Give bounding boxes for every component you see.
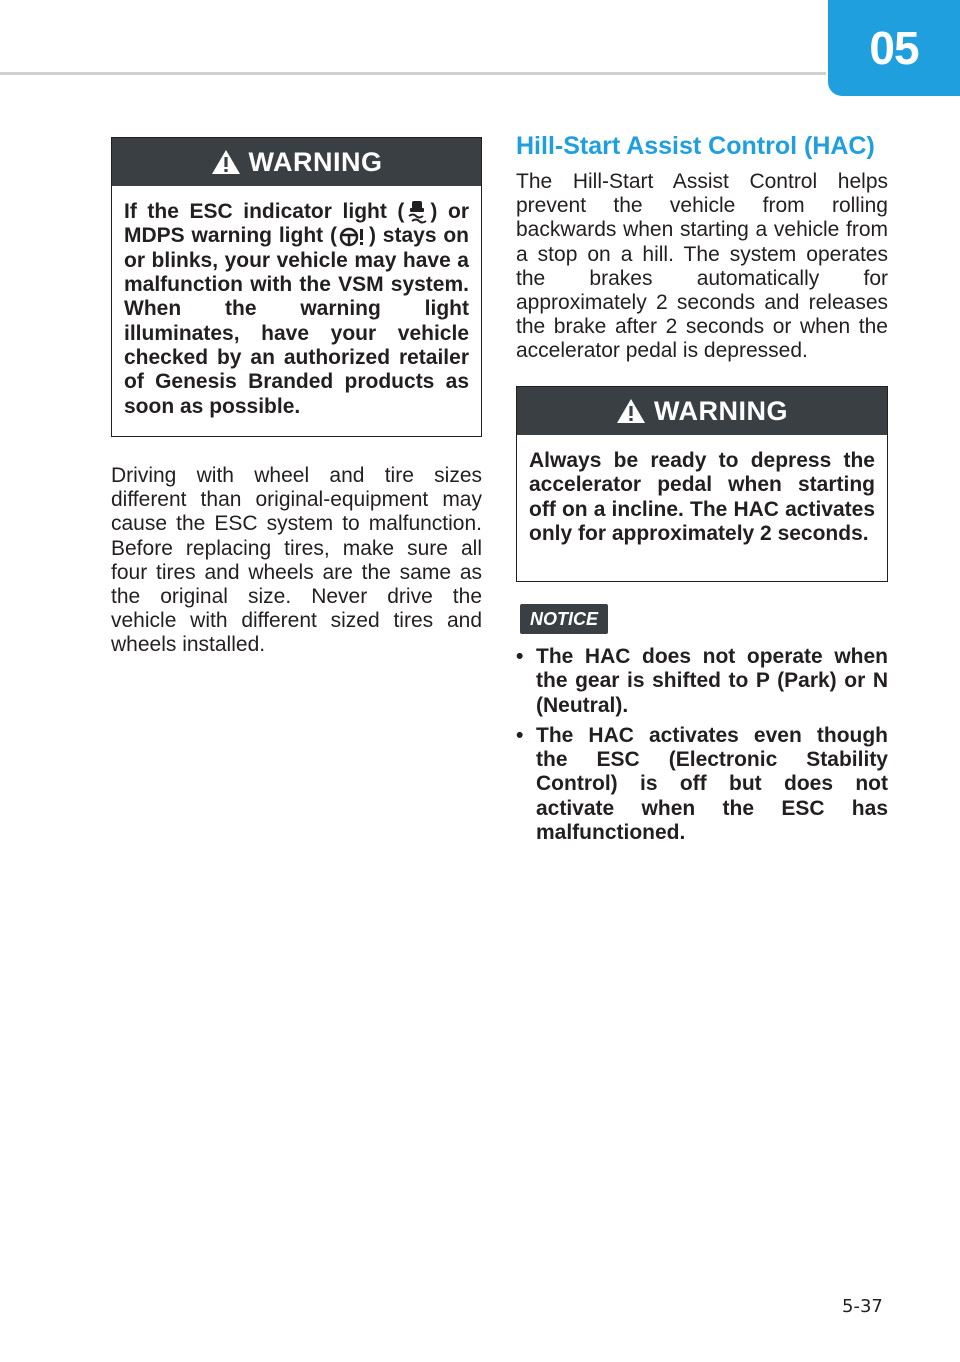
warning-header [112,138,481,186]
warning-header [517,387,887,435]
notice-bullet-text: The HAC activates even though the ESC (Electronic Stability Control) is off but does not activate when the ESC has malfunctioned. [536,723,888,845]
warning-triangle-icon [211,149,241,175]
esc-warning-text-part: ) stays on or blinks, your vehicle may have a malfunction with the VSM system. When the warning light illuminates, have your vehicle checked by an authorized retailer of Genesis Branded products as soon as possible. [124,224,469,418]
mdps-warning-icon [339,226,367,248]
hac-section-title: Hill-Start Assist Control (HAC) [516,132,875,160]
list-item [516,645,888,718]
esc-warning-text-part: ) or MDPS warning light ( [124,200,469,248]
chapter-number: 05 [869,22,919,74]
bullet-symbol: • [516,645,524,668]
esc-warning-text-part: If the ESC indicator light ( [124,200,405,223]
header-rule [0,72,826,75]
notice-bullet-text: The HAC does not operate when the gear is shifted to P (Park) or N (Neutral). [536,645,888,717]
warning-triangle-icon [616,398,646,424]
hac-warning-text: Always be ready to depress the accelerator pedal when starting off on a incline. The HAC activates only for approximately 2 seconds. [529,449,875,545]
page-number: 5-37 [842,1296,883,1317]
hac-warning-box [516,386,888,582]
esc-warning-text [112,186,481,431]
hac-paragraph: The Hill-Start Assist Control helps prevent the vehicle from rolling backwards when starting a vehicle from a stop on a hill. The system operates the brakes automatically for approximately 2 seconds and releases the brake after 2 seconds or when the accelerator pedal is depressed. [516,170,888,363]
chapter-tab [828,0,960,96]
notice-badge: NOTICE [520,604,608,634]
bullet-symbol: • [516,723,524,747]
list-item [516,724,888,845]
esc-warning-box [111,137,482,437]
warning-title: WARNING [654,395,788,426]
tires-paragraph: Driving with wheel and tire sizes different than original-equipment may cause the ESC system to malfunction. Before replacing tires, make sure all four tires and wheels are the same as the original size. Never drive the vehicle with different sized tires and wheels installed. [111,464,482,657]
warning-title: WARNING [248,146,383,177]
esc-indicator-icon [406,200,428,224]
notice-list [516,645,888,851]
